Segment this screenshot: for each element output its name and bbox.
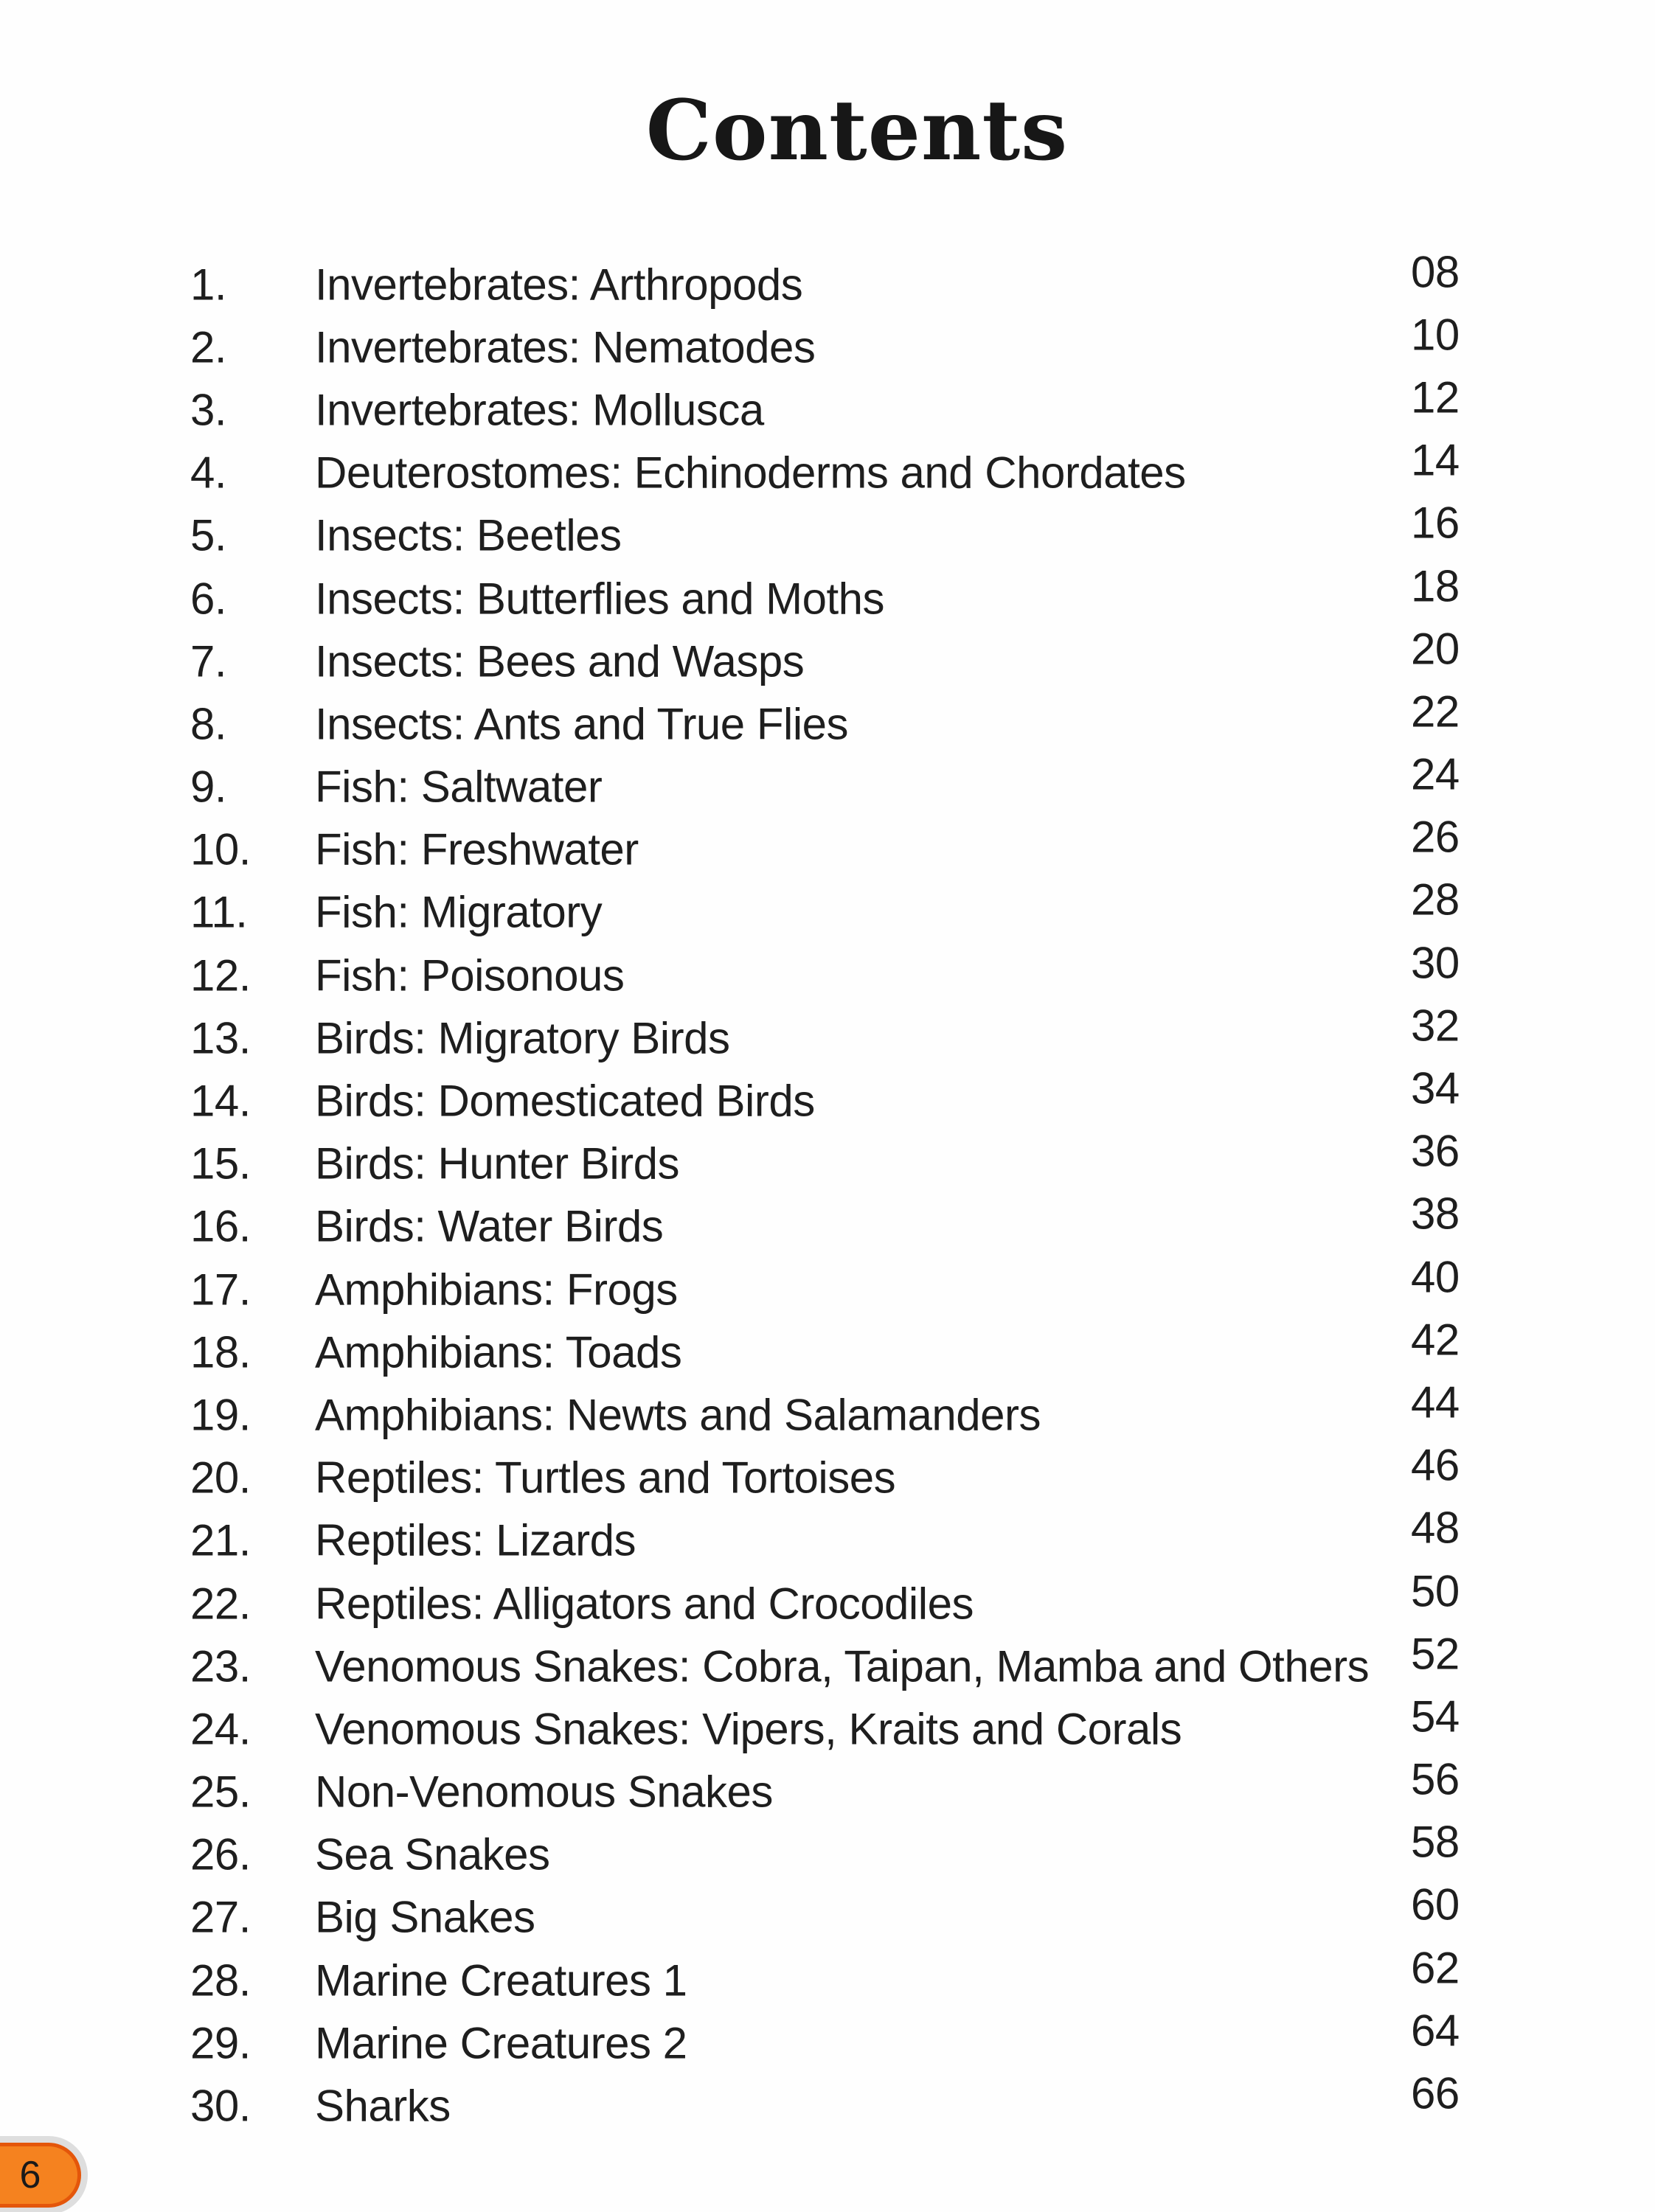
toc-row-page: 24 — [1411, 749, 1460, 799]
toc-row-number: 23. — [190, 1641, 251, 1691]
toc-row-title: Amphibians: Newts and Salamanders — [315, 1390, 1041, 1440]
toc-row-title: Fish: Freshwater — [315, 824, 639, 874]
toc-row-page: 12 — [1411, 372, 1460, 422]
toc-row-page: 10 — [1411, 310, 1460, 360]
toc-row-page: 22 — [1411, 686, 1460, 737]
toc-row-number: 22. — [190, 1579, 251, 1629]
toc-row — [0, 1315, 1655, 1383]
toc-row-title: Marine Creatures 2 — [315, 2018, 687, 2068]
toc-row-title: Insects: Bees and Wasps — [315, 636, 805, 686]
toc-row-page: 62 — [1411, 1943, 1460, 1993]
toc-row-page: 48 — [1411, 1503, 1460, 1553]
toc-row-page: 18 — [1411, 561, 1460, 611]
toc-list — [0, 247, 1655, 2138]
toc-row — [0, 1377, 1655, 1446]
toc-row-number: 19. — [190, 1390, 251, 1440]
toc-row-title: Deuterostomes: Echinoderms and Chordates — [315, 448, 1186, 498]
toc-row-page: 20 — [1411, 624, 1460, 674]
toc-row-number: 4. — [190, 448, 227, 498]
toc-row-page: 36 — [1411, 1126, 1460, 1176]
toc-row-page: 30 — [1411, 938, 1460, 988]
toc-row-page: 26 — [1411, 812, 1460, 862]
toc-row-page: 14 — [1411, 435, 1460, 485]
toc-row — [0, 812, 1655, 881]
toc-row-page: 56 — [1411, 1754, 1460, 1804]
toc-row-number: 26. — [190, 1829, 251, 1879]
toc-row-number: 17. — [190, 1265, 251, 1315]
toc-row-page: 46 — [1411, 1440, 1460, 1490]
toc-row-page: 42 — [1411, 1315, 1460, 1365]
toc-row-number: 3. — [190, 385, 227, 435]
toc-row-title: Reptiles: Alligators and Crocodiles — [315, 1579, 974, 1629]
toc-row-page: 60 — [1411, 1879, 1460, 1930]
toc-row-page: 08 — [1411, 247, 1460, 297]
toc-row-number: 20. — [190, 1453, 251, 1503]
toc-row-page: 50 — [1411, 1566, 1460, 1616]
toc-row-title: Birds: Hunter Birds — [315, 1138, 679, 1189]
toc-row-title: Insects: Butterflies and Moths — [315, 574, 885, 624]
toc-row — [0, 1817, 1655, 1886]
toc-row-number: 7. — [190, 636, 227, 686]
toc-row-number: 13. — [190, 1013, 251, 1063]
toc-row-number: 18. — [190, 1327, 251, 1377]
toc-row — [0, 1629, 1655, 1697]
toc-row — [0, 874, 1655, 944]
toc-row-title: Venomous Snakes: Cobra, Taipan, Mamba and Others — [315, 1641, 1370, 1691]
toc-row-title: Sharks — [315, 2081, 451, 2131]
toc-row — [0, 1943, 1655, 2011]
toc-row — [0, 561, 1655, 630]
toc-row — [0, 2006, 1655, 2074]
toc-row — [0, 498, 1655, 567]
toc-row-title: Marine Creatures 1 — [315, 1955, 687, 2006]
toc-row — [0, 1691, 1655, 1760]
toc-row-number: 11. — [190, 887, 248, 937]
toc-row — [0, 686, 1655, 755]
toc-row — [0, 1063, 1655, 1132]
toc-row — [0, 1754, 1655, 1823]
toc-row-title: Non-Venomous Snakes — [315, 1767, 773, 1817]
toc-row-number: 1. — [190, 260, 227, 310]
toc-row-page: 38 — [1411, 1189, 1460, 1239]
toc-row — [0, 1503, 1655, 1572]
toc-row-title: Reptiles: Turtles and Tortoises — [315, 1453, 896, 1503]
toc-row — [0, 749, 1655, 818]
toc-row-number: 28. — [190, 1955, 251, 2006]
toc-row-page: 52 — [1411, 1629, 1460, 1679]
toc-row — [0, 247, 1655, 316]
toc-row — [0, 1126, 1655, 1195]
toc-row — [0, 1566, 1655, 1635]
toc-row-number: 24. — [190, 1704, 251, 1754]
toc-row-number: 12. — [190, 950, 251, 1001]
toc-row-title: Amphibians: Frogs — [315, 1265, 678, 1315]
badge-label: 6 — [19, 2154, 41, 2197]
page-number-badge — [0, 2143, 81, 2208]
toc-row-title: Insects: Ants and True Flies — [315, 699, 849, 749]
toc-row-number: 8. — [190, 699, 227, 749]
toc-row — [0, 1189, 1655, 1258]
toc-row-number: 15. — [190, 1138, 251, 1189]
toc-row-number: 6. — [190, 574, 227, 624]
toc-row-number: 2. — [190, 322, 227, 372]
toc-row-page: 54 — [1411, 1691, 1460, 1742]
toc-row-title: Birds: Domesticated Birds — [315, 1076, 815, 1126]
toc-row-title: Fish: Poisonous — [315, 950, 625, 1001]
toc-row-title: Venomous Snakes: Vipers, Kraits and Corals — [315, 1704, 1182, 1754]
toc-row-title: Birds: Water Birds — [315, 1201, 664, 1251]
toc-row-title: Big Snakes — [315, 1892, 535, 1942]
toc-row-number: 10. — [190, 824, 251, 874]
toc-row-title: Reptiles: Lizards — [315, 1515, 636, 1565]
toc-row-title: Sea Snakes — [315, 1829, 550, 1879]
toc-row — [0, 1252, 1655, 1321]
toc-row — [0, 624, 1655, 692]
toc-row — [0, 938, 1655, 1006]
toc-row-page: 58 — [1411, 1817, 1460, 1867]
toc-row-number: 25. — [190, 1767, 251, 1817]
toc-row-number: 27. — [190, 1892, 251, 1942]
toc-row-page: 40 — [1411, 1252, 1460, 1302]
toc-row-number: 30. — [190, 2081, 251, 2131]
toc-row — [0, 372, 1655, 441]
toc-row — [0, 1001, 1655, 1069]
toc-row-number: 16. — [190, 1201, 251, 1251]
toc-row — [0, 435, 1655, 504]
toc-row-title: Amphibians: Toads — [315, 1327, 682, 1377]
toc-row — [0, 1440, 1655, 1509]
toc-row — [0, 2068, 1655, 2137]
toc-row — [0, 310, 1655, 378]
toc-row-number: 21. — [190, 1515, 251, 1565]
toc-row-page: 64 — [1411, 2006, 1460, 2056]
toc-row-title: Fish: Migratory — [315, 887, 603, 937]
toc-row-page: 66 — [1411, 2068, 1460, 2118]
toc-row-title: Invertebrates: Arthropods — [315, 260, 803, 310]
toc-row-page: 16 — [1411, 498, 1460, 548]
toc-row-number: 14. — [190, 1076, 251, 1126]
toc-row — [0, 1879, 1655, 1949]
toc-row-page: 28 — [1411, 874, 1460, 925]
toc-row-number: 9. — [190, 762, 227, 812]
toc-row-title: Insects: Beetles — [315, 510, 622, 560]
page-title: Contents — [645, 83, 1069, 179]
toc-row-title: Invertebrates: Mollusca — [315, 385, 764, 435]
toc-row-page: 34 — [1411, 1063, 1460, 1113]
toc-row-title: Fish: Saltwater — [315, 762, 603, 812]
toc-row-title: Birds: Migratory Birds — [315, 1013, 730, 1063]
toc-row-title: Invertebrates: Nematodes — [315, 322, 816, 372]
toc-row-number: 29. — [190, 2018, 251, 2068]
toc-row-page: 32 — [1411, 1001, 1460, 1051]
toc-row-page: 44 — [1411, 1377, 1460, 1427]
toc-row-number: 5. — [190, 510, 227, 560]
